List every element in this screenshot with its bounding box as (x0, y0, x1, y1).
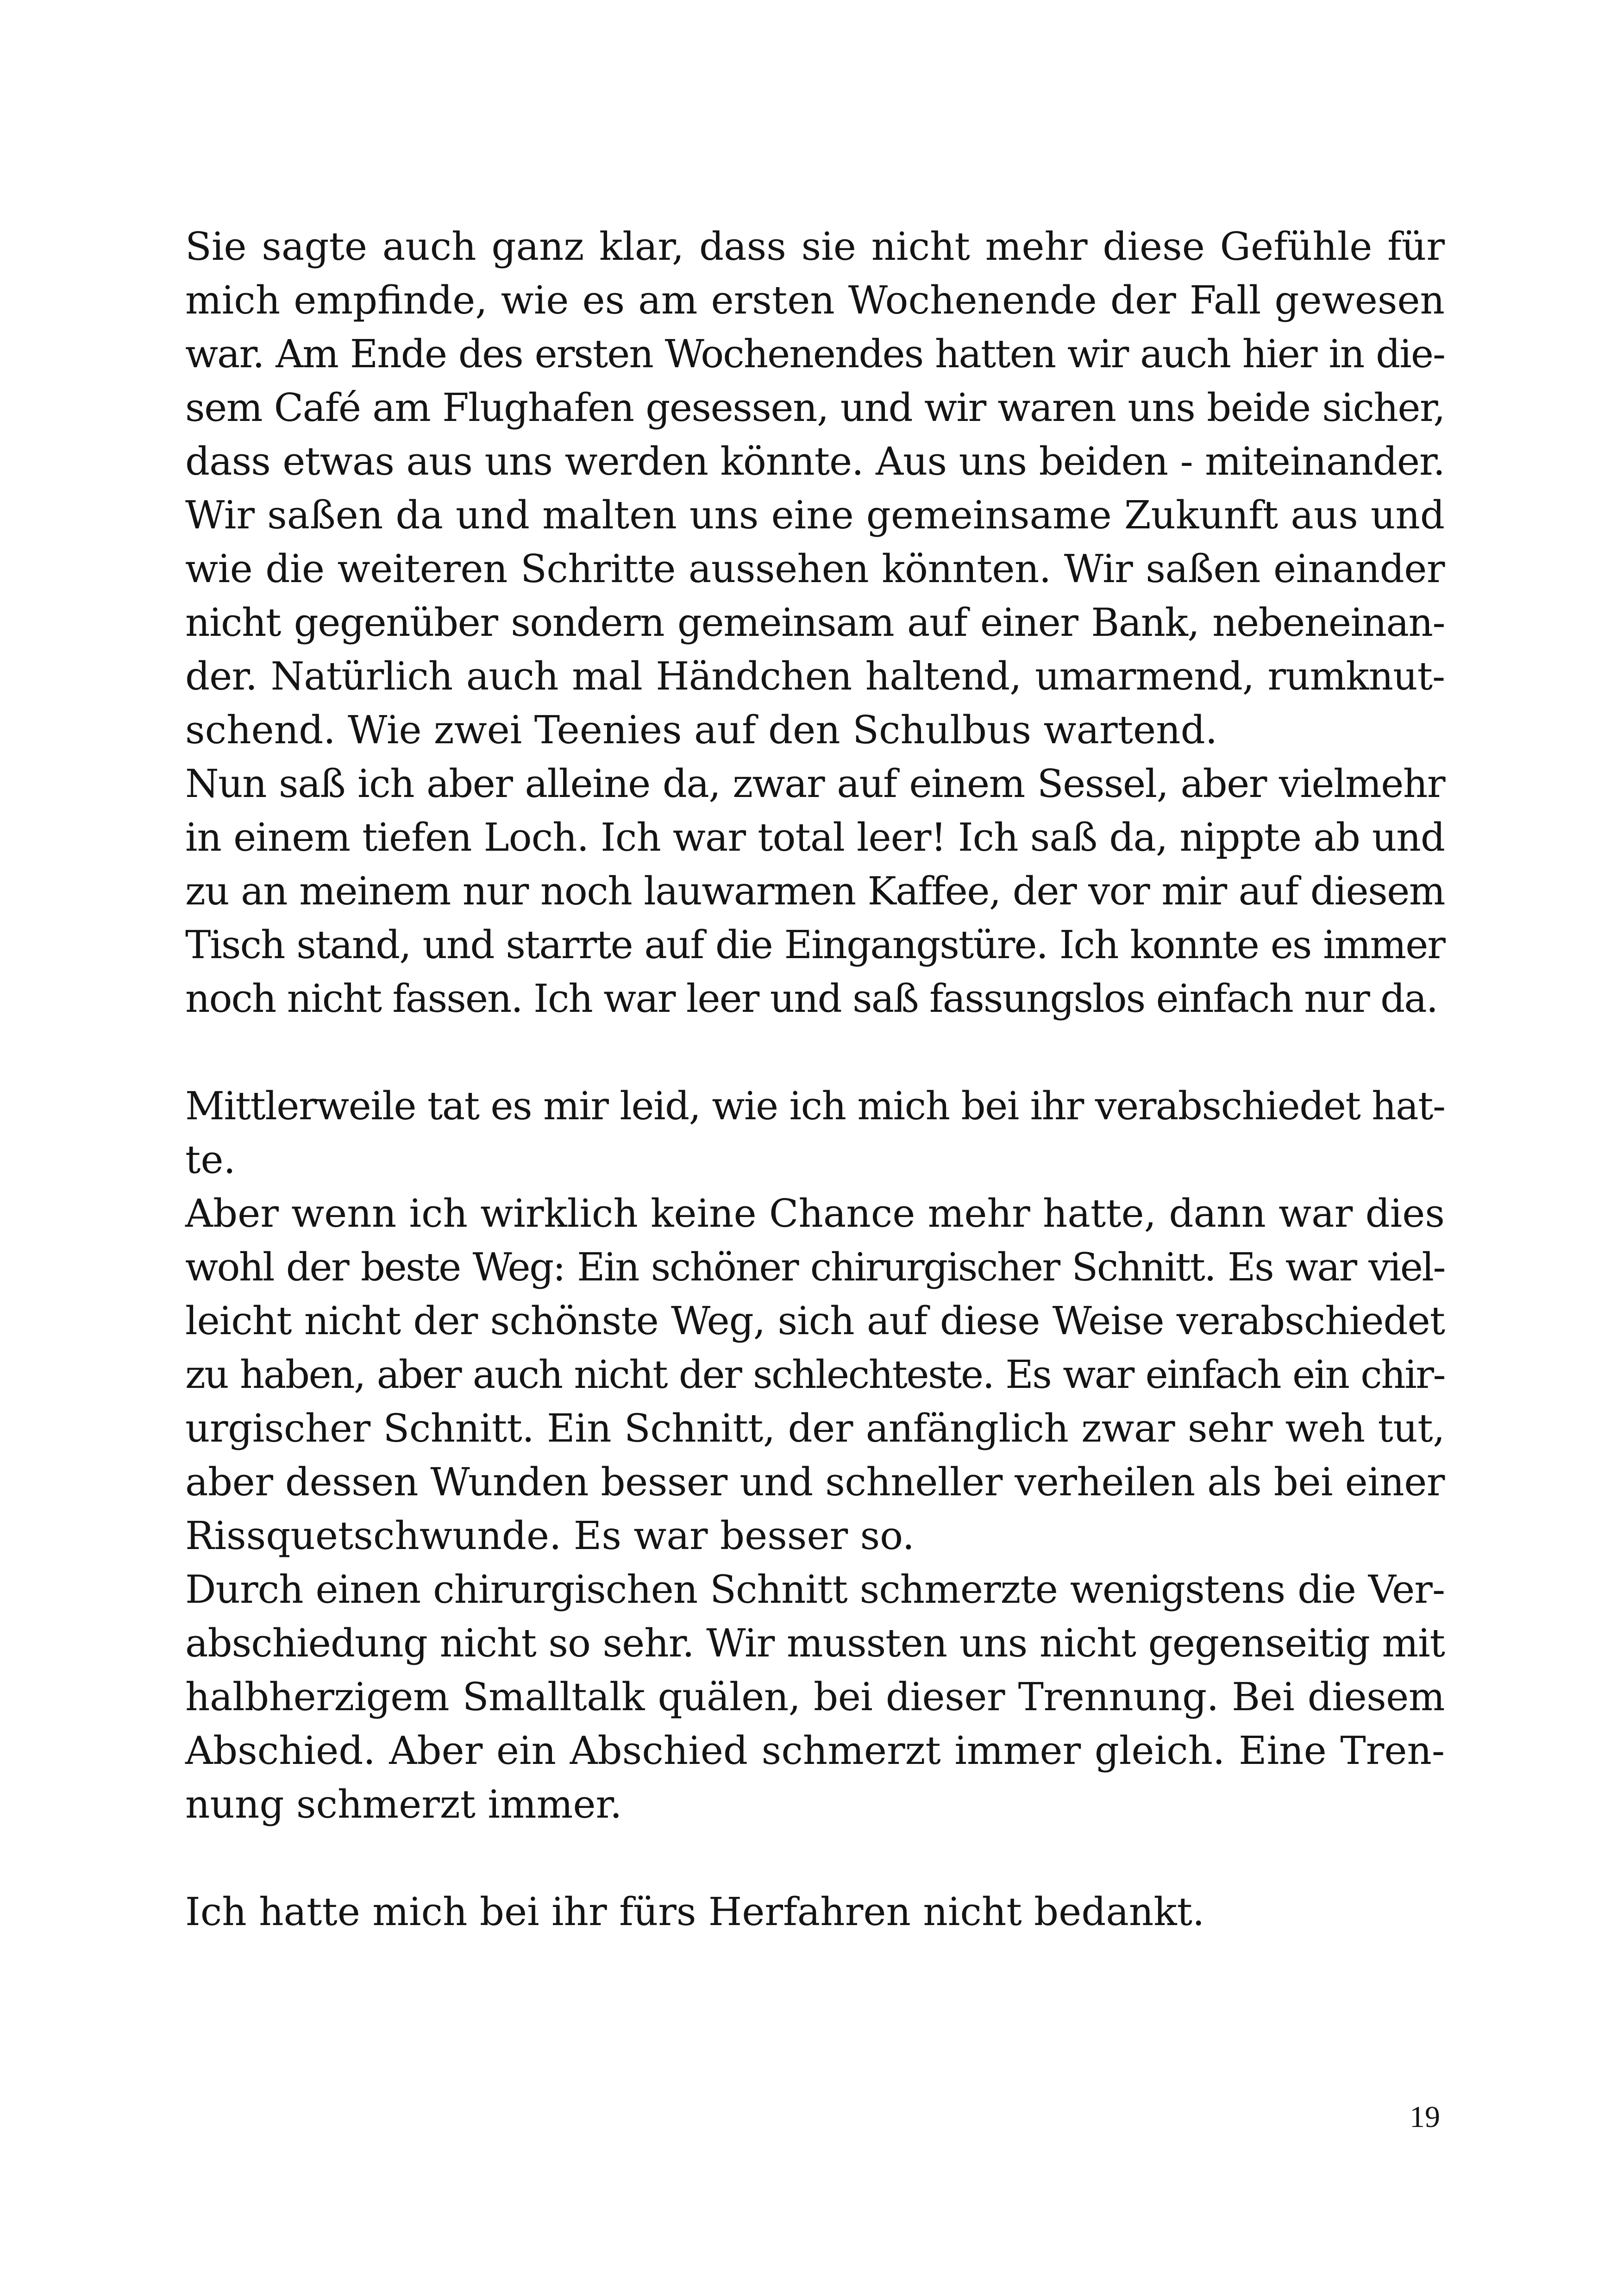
paragraph-4 (185, 1187, 1445, 1563)
text-line: aber dessen Wunden besser und schneller verheilen als bei einer (185, 1460, 1445, 1505)
text-line: te. (185, 1137, 236, 1182)
paragraph-6 (185, 1885, 1445, 1939)
text-line: halbherzigem Smalltalk quälen, bei dieser Trennung. Bei diesem (185, 1675, 1445, 1719)
text-line: mich empfinde, wie es am ersten Wochenende der Fall gewesen (185, 278, 1445, 323)
text-line: Nun saß ich aber alleine da, zwar auf einem Sessel, aber vielmehr (185, 761, 1445, 806)
text-line: Mittlerweile tat es mir leid, wie ich mich bei ihr verabschiedet hat- (185, 1084, 1445, 1129)
paragraph-5 (185, 1563, 1445, 1832)
text-line: in einem tiefen Loch. Ich war total leer! Ich saß da, nippte ab und (185, 815, 1445, 860)
text-line: Tisch stand, und starrte auf die Eingangstüre. Ich konnte es immer (185, 922, 1445, 967)
text-line: zu haben, aber auch nicht der schlechteste. Es war einfach ein chir- (185, 1352, 1445, 1397)
text-line: sem Café am Flughafen gesessen, und wir waren uns beide sicher, (185, 385, 1445, 430)
text-line: wohl der beste Weg: Ein schöner chirurgischer Schnitt. Es war viel- (185, 1245, 1445, 1290)
text-line: wie die weiteren Schritte aussehen könnten. Wir saßen einander (185, 546, 1445, 591)
text-line: Rissquetschwunde. Es war besser so. (185, 1513, 915, 1558)
text-line: urgischer Schnitt. Ein Schnitt, der anfänglich zwar sehr weh tut, (185, 1406, 1445, 1451)
text-line: Wir saßen da und malten uns eine gemeinsame Zukunft aus und (185, 493, 1445, 538)
paragraph-3 (185, 1079, 1445, 1187)
text-line: schend. Wie zwei Teenies auf den Schulbus wartend. (185, 708, 1218, 753)
text-line: Sie sagte auch ganz klar, dass sie nicht mehr diese Gefühle für (185, 224, 1445, 269)
text-line: leicht nicht der schönste Weg, sich auf diese Weise verabschiedet (185, 1299, 1445, 1343)
page-number: 19 (1410, 2100, 1440, 2134)
text-line: war. Am Ende des ersten Wochenendes hatten wir auch hier in die- (185, 332, 1445, 376)
text-line: noch nicht fassen. Ich war leer und saß fassungslos einfach nur da. (185, 976, 1438, 1021)
text-line: zu an meinem nur noch lauwarmen Kaffee, der vor mir auf diesem (185, 869, 1445, 914)
text-line: nicht gegenüber sondern gemeinsam auf einer Bank, nebeneinan- (185, 600, 1445, 645)
paragraph-spacer (185, 1832, 1445, 1885)
paragraph-1 (185, 220, 1445, 757)
body-text (185, 220, 1445, 1939)
text-line: Ich hatte mich bei ihr fürs Herfahren nicht bedankt. (185, 1889, 1205, 1934)
text-line: Durch einen chirurgischen Schnitt schmerzte wenigstens die Ver- (185, 1567, 1445, 1612)
text-line: Aber wenn ich wirklich keine Chance mehr hatte, dann war dies (185, 1191, 1445, 1236)
text-line: abschiedung nicht so sehr. Wir mussten uns nicht gegenseitig mit (185, 1621, 1445, 1666)
text-line: Abschied. Aber ein Abschied schmerzt immer gleich. Eine Tren- (185, 1728, 1445, 1773)
text-line: dass etwas aus uns werden könnte. Aus uns beiden - miteinander. (185, 439, 1445, 484)
paragraph-2 (185, 757, 1445, 1026)
paragraph-spacer (185, 1026, 1445, 1079)
text-line: nung schmerzt immer. (185, 1782, 622, 1827)
text-line: der. Natürlich auch mal Händchen haltend, umarmend, rumknut- (185, 654, 1445, 699)
